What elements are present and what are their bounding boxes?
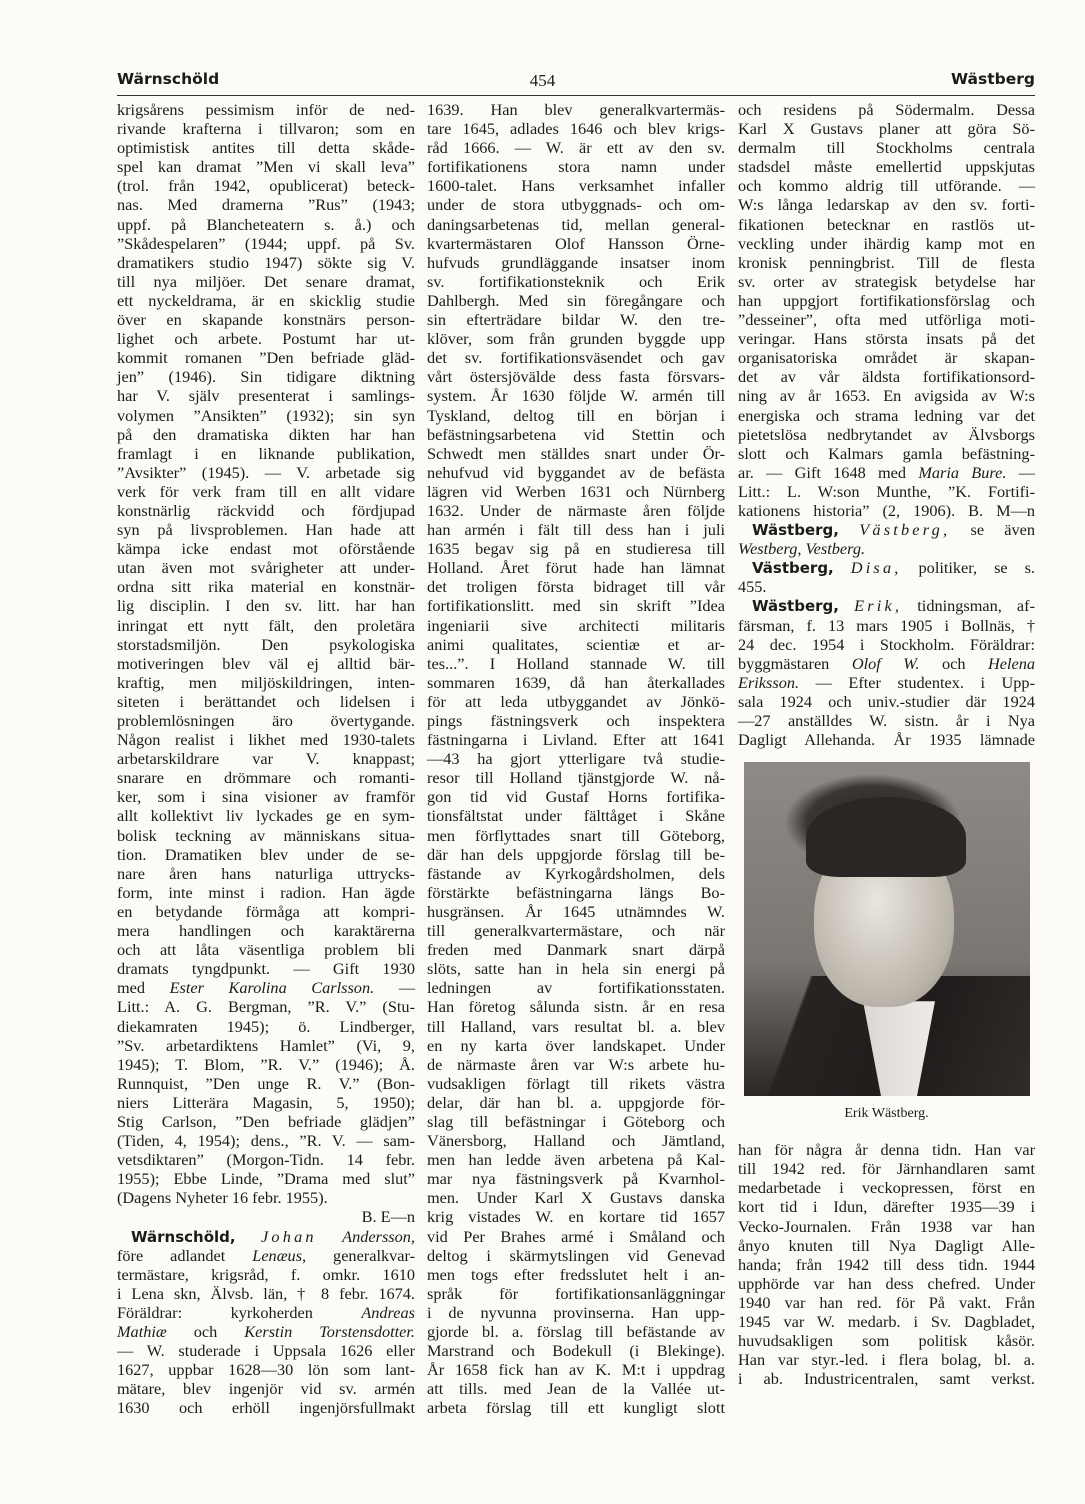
- text-line: men han ledde även arbetena på Kal-: [427, 1150, 725, 1170]
- text-line: han uppgjort fortifikationsförslag och: [738, 290, 1035, 310]
- text-line: lägren vid Werben 1631 och Nürnberg: [427, 481, 725, 501]
- text-line: Dahlbergh. Med sin föregångare och: [427, 290, 725, 310]
- text-line: [117, 1322, 415, 1341]
- text-line: 455.: [738, 577, 767, 597]
- text-line: sv. fortifikationsteknik och Erik: [427, 271, 725, 291]
- italic-run: Westberg, Vestberg.: [738, 539, 866, 559]
- italic-run: Maria Bure.: [918, 462, 1007, 482]
- text-line: till generalkvartermästare, och när: [427, 921, 725, 941]
- text-line: syn på livsproblemen. Han hade att: [117, 520, 415, 540]
- text-line: upphörde var han dess chefred. Under: [738, 1273, 1035, 1293]
- text-line: [738, 654, 1035, 673]
- spaced-name: Erik,: [854, 596, 903, 616]
- text-line: inringat ett nytt fält, den proletära: [117, 615, 415, 635]
- text-line: och kommo aldrig till utförande. —: [738, 176, 1035, 196]
- text-line: ker, som i sina visioner av framför: [117, 787, 415, 807]
- text-line: 1945); T. Blom, ”R. V.” (1946); Å.: [117, 1054, 415, 1074]
- text-line: [738, 463, 1035, 482]
- text-run: Föräldrar: kyrkoherden: [117, 1302, 362, 1322]
- text-line: ”Skådespelaren” (1944; uppf. på Sv.: [117, 233, 415, 253]
- text-line: där han dels uppgjorde förslag till be-: [427, 844, 725, 864]
- text-run: politiker, se s.: [901, 558, 1035, 578]
- text-line: på den dramatiska dikten har han: [117, 424, 415, 444]
- text-line: siteten i berättandet och lidelsen i: [117, 691, 415, 711]
- text-run: —: [1006, 462, 1035, 482]
- text-line: till Halland, vars resultat bl. a. blev: [427, 1016, 725, 1036]
- text-line: 24 dec. 1954 i Stockholm. Föräldrar:: [738, 634, 1035, 654]
- text-line: i de nyvunna provinserna. Han upp-: [427, 1302, 725, 1322]
- text-run: se även: [950, 520, 1035, 540]
- text-line: Tyskland, deltog till en början i: [427, 405, 725, 425]
- text-line: en betydande förmåga att kompri-: [117, 901, 415, 921]
- entry-heading: Wärnschöld,: [131, 1227, 236, 1246]
- text-line: mar nya fästningsverk på Kvarnhol-: [427, 1169, 725, 1189]
- text-line: och att låta väsentliga problem bli: [117, 940, 415, 960]
- text-line: [117, 1246, 415, 1265]
- header-rule: [117, 95, 1035, 96]
- portrait-photo: [744, 762, 1030, 1096]
- text-line: system. År 1630 följde W. armén till: [427, 386, 725, 406]
- text-line: — W. studerade i Uppsala 1626 eller: [117, 1341, 415, 1361]
- text-line: animi qualitates, scientiæ et ar-: [427, 634, 725, 654]
- spaced-name: Disa,: [850, 558, 902, 578]
- text-line: men togs efter fredsslutet helt i an-: [427, 1264, 725, 1284]
- spaced-name: Johan: [260, 1226, 317, 1246]
- text-line: mera handlingen och karaktärerna: [117, 921, 415, 941]
- running-head-right: Wästberg: [951, 70, 1035, 88]
- text-line: tes...”. I Holland stannade W. till: [427, 653, 725, 673]
- text-line: till 1942 red. för Järnhandlaren samt: [738, 1159, 1035, 1179]
- text-line: fästningarna i Livland. Efter att 1641: [427, 730, 725, 750]
- text-line: [117, 978, 415, 997]
- text-line: framlagt i en liknande publikation,: [117, 443, 415, 463]
- text-line: språk för fortifikationsanläggningar: [427, 1283, 725, 1303]
- text-line: storstadsmiljön. Den psykologiska: [117, 634, 415, 654]
- text-line: i Lena skn, Älvsb. län, † 8 febr. 1674.: [117, 1283, 415, 1303]
- text-line: sin efterträdare bildar W. den tre-: [427, 310, 725, 330]
- text-line: ledningen av fortifikationsstaten.: [427, 978, 725, 998]
- italic-run: Helena: [987, 653, 1035, 673]
- text-line: kronisk penningbrist. Till de flesta: [738, 252, 1035, 272]
- text-line: allt kollektivt liv lyckades ge en sym-: [117, 806, 415, 826]
- text-line: gon tid vid Gustaf Horns fortifika-: [427, 787, 725, 807]
- text-run: tidningsman, af-: [902, 596, 1035, 616]
- text-line: spel kan dramat ”Men vi skall leva”: [117, 157, 415, 177]
- text-line: —43 ha gjort ytterligare två studie-: [427, 749, 725, 769]
- text-line: Dagligt Allehanda. År 1935 lämnade: [738, 730, 1035, 750]
- text-line: råd 1666. — W. är ett av den sv.: [427, 138, 725, 158]
- text-line: Stig Carlson, ”Den befriade glädjen”: [117, 1111, 415, 1131]
- text-line: 1630 och erhöll ingenjörsfullmakt: [117, 1398, 415, 1418]
- text-run: och: [919, 653, 988, 673]
- text-line: fortifikationslitt. med sin skrift ”Idea: [427, 596, 725, 616]
- italic-run: Ester Karolina Carlsson.: [169, 978, 375, 998]
- running-head-left: Wärnschöld: [117, 70, 220, 88]
- text-line: det sv. fortifikationsväsendet och gav: [427, 348, 725, 368]
- text-line: klöver, som från grunden byggde upp: [427, 329, 725, 349]
- italic-run: Lenæus,: [252, 1245, 307, 1265]
- text-line: husgränsen. År 1645 utnämndes W.: [427, 901, 725, 921]
- text-line: 1600-talet. Hans verksamhet infaller: [427, 176, 725, 196]
- text-line: Vänersborg, Halland och Jämtland,: [427, 1131, 725, 1151]
- text-line: över en skapande konstnärs person-: [117, 310, 415, 330]
- text-line: sv. orter av strategisk betydelse har: [738, 271, 1035, 291]
- text-line: mätare, blev ingenjör vid sv. armén: [117, 1379, 415, 1399]
- text-run: [236, 1227, 261, 1246]
- text-line: dermalm till Stockholms centrala: [738, 138, 1035, 158]
- text-line: stadsdel måste emellertid uppskjutas: [738, 157, 1035, 177]
- entry-heading: Västberg,: [752, 559, 834, 578]
- text-line: slöts, satte han in hela sin energi på: [427, 959, 725, 979]
- text-line: sala 1924 och univ.-studier där 1924: [738, 691, 1035, 711]
- text-line: kommit romanen ”Den befriade gläd-: [117, 348, 415, 368]
- column-3: [738, 100, 1035, 1388]
- text-line: det av vår äldsta fortifikationsord-: [738, 367, 1035, 387]
- text-line: krigsårens pessimism inför de ned-: [117, 100, 415, 119]
- text-line: men förflyttades snart till Göteborg,: [427, 825, 725, 845]
- text-line: daningsarbetenas tid, mellan general-: [427, 214, 725, 234]
- text-line: vetsdiktaren” (Morgon-Tidn. 14 febr.: [117, 1150, 415, 1170]
- text-line: krig vistades W. en kortare tid 1657: [427, 1207, 725, 1227]
- text-line: rivande krafterna i tillvaron; som en: [117, 119, 415, 139]
- text-line: 1955); Ebbe Linde, ”Drama med slut”: [117, 1169, 415, 1189]
- italic-run: Kerstin Torstensdotter.: [244, 1322, 415, 1341]
- text-line: arbeta förslag till ett kungligt slott: [427, 1398, 725, 1418]
- text-line: verk för verk fram till en allt vidare: [117, 481, 415, 501]
- italic-run: Eriksson.: [738, 672, 800, 692]
- text-line: nas. Med dramerna ”Rus” (1943;: [117, 195, 415, 215]
- text-line: kämpa icke endast mot oförstående: [117, 539, 415, 559]
- text-line: ”Avsikter” (1945). — V. arbetade sig: [117, 462, 415, 482]
- text-line: [738, 558, 1035, 577]
- column-3-bottom: [738, 1140, 1035, 1388]
- spaced-name: Västberg,: [859, 520, 951, 540]
- text-line: gjorde bl. a. förslag till befästande av: [427, 1322, 725, 1341]
- text-line: veckling under ihärdig kamp mot en: [738, 233, 1035, 253]
- text-line: Litt.: A. G. Bergman, ”R. V.” (Stu-: [117, 997, 415, 1017]
- text-line: [738, 596, 1035, 615]
- text-line: under de stora utbyggnads- och om-: [427, 195, 725, 215]
- text-line: kvartermästaren Olof Hansson Örne-: [427, 233, 725, 253]
- text-line: [738, 673, 1035, 692]
- text-line: färsman, f. 13 mars 1905 i Bollnäs, †: [738, 615, 1035, 635]
- text-run: [839, 596, 854, 615]
- text-line: Runnquist, ”Den unge R. V.” (Bon-: [117, 1073, 415, 1093]
- text-line: uppf. på Blancheteatern s. å.) och: [117, 214, 415, 234]
- text-line: huvudsakligen som politisk kåsör.: [738, 1331, 1035, 1351]
- text-line: pietetslösa nedbrytandet av Älvsborgs: [738, 424, 1035, 444]
- text-line: kort tid i Idun, därefter 1935—39 i: [738, 1197, 1035, 1217]
- text-line: tionsfältstat under fälttåget i Skåne: [427, 806, 725, 826]
- text-run: —: [374, 978, 415, 998]
- text-line: optimistisk antites till detta skåde-: [117, 138, 415, 158]
- text-line: W:s långa ledarskap av den sv. forti-: [738, 195, 1035, 215]
- text-line: snarare en drömmare och romanti-: [117, 768, 415, 788]
- text-line: arbetarskildrare var V. knappast;: [117, 749, 415, 769]
- text-line: men. Under Karl X Gustavs danska: [427, 1188, 725, 1208]
- text-line: problemlösningen äro övertygande.: [117, 711, 415, 730]
- text-line: Karl X Gustavs planer att göra Sö-: [738, 119, 1035, 139]
- text-line: förstärkte befästningarna längs Bo-: [427, 882, 725, 902]
- text-line: ett nyckeldrama, är en skicklig studie: [117, 290, 415, 310]
- text-line: pings fästningsverk och inspektera: [427, 711, 725, 730]
- text-line: År 1658 fick han av K. M:t i uppdrag: [427, 1360, 725, 1380]
- entry-heading: Wästberg,: [752, 521, 839, 540]
- text-line: diekamraten 1945); ö. Lindberger,: [117, 1016, 415, 1036]
- text-line: Han var styr.-led. i flera bolag, bl. a.: [738, 1350, 1035, 1370]
- text-line: tion. Dramatiken blev under de se-: [117, 844, 415, 864]
- text-line: —27 anställdes W. sistn. år i Nya: [738, 711, 1035, 730]
- text-line: niers Litterära Magasin, 5, 1950);: [117, 1092, 415, 1112]
- text-line: ingeniarii sive architecti militaris: [427, 615, 725, 635]
- text-line: fikationen betecknar en rastlös ut-: [738, 214, 1035, 234]
- text-line: 1635 begav sig på en studieresa till: [427, 539, 725, 559]
- text-run: [839, 520, 859, 539]
- text-line: resor till Holland tjänstgjorde W. nå-: [427, 768, 725, 788]
- text-run: byggmästaren: [738, 653, 852, 673]
- text-line: dramatikers studio 1947) sökte sig V.: [117, 252, 415, 272]
- text-line: konstnärlig räckvidd och fördjupad: [117, 500, 415, 520]
- column-2: [427, 100, 725, 1417]
- italic-run: Andersson,: [342, 1226, 415, 1246]
- text-line: deltog i skärmytslingen vid Genevad: [427, 1245, 725, 1265]
- text-line: tare 1645, adlades 1646 och blev krigs-: [427, 119, 725, 139]
- text-line: 1627, uppbar 1628—30 lön som lant-: [117, 1360, 415, 1380]
- text-line: till nya miljöer. Det senare dramat,: [117, 271, 415, 291]
- text-line: energiska och strama ledning var det: [738, 405, 1035, 425]
- text-line: veringar. Hans största insats på det: [738, 329, 1035, 349]
- text-line: delar, där han bl. a. uppgjorde för-: [427, 1092, 725, 1112]
- text-line: (trol. från 1942, opublicerat) beteck-: [117, 176, 415, 196]
- text-line: för att leda utbyggandet av Jönkö-: [427, 691, 725, 711]
- text-line: Han företog sålunda sistn. år en resa: [427, 997, 725, 1017]
- text-line: dramats tyngdpunkt. — Gift 1930: [117, 959, 415, 979]
- text-run: ar. — Gift 1648 med: [738, 462, 919, 482]
- text-run: generalkvar-: [306, 1245, 415, 1265]
- text-line: han för några år denna tidn. Han var: [738, 1140, 1035, 1160]
- text-line: ning av år 1653. En avigsida av W:s: [738, 386, 1035, 406]
- text-line: Holland. Året förut hade han lämnat: [427, 558, 725, 578]
- text-line: [117, 1303, 415, 1322]
- text-line: termästare, krigsråd, f. omkr. 1610: [117, 1264, 415, 1284]
- text-line: motiveringen blev väl ej alltid bär-: [117, 653, 415, 673]
- text-line: han armén i fält till dess han i juli: [427, 520, 725, 540]
- text-line: ”Sv. arbetardiktens Hamlet” (Vi, 9,: [117, 1035, 415, 1055]
- text-line: vid Per Brahes armé i Småland och: [427, 1226, 725, 1246]
- text-line: har V. själv presenterat i samlings-: [117, 386, 415, 406]
- text-line: medarbetade i veckopressen, först en: [738, 1178, 1035, 1198]
- text-line: Schwedt men ställdes snart under Ör-: [427, 443, 725, 463]
- text-line: ordna sitt rika material en konstnär-: [117, 577, 415, 597]
- text-line: 1639. Han blev generalkvartermäs-: [427, 100, 725, 119]
- entry-heading: Wästberg,: [752, 597, 839, 616]
- italic-run: Andreas: [361, 1302, 415, 1322]
- text-run: och: [166, 1322, 245, 1341]
- text-line: det troligen första bidraget till vår: [427, 577, 725, 597]
- text-run: före adlandet: [117, 1245, 253, 1265]
- italic-run: Mathiæ: [117, 1322, 167, 1341]
- text-line: Marstrand och Bodekull (i Blekinge).: [427, 1341, 725, 1361]
- text-line: 1945 var W. medarb. i Sv. Dagbladet,: [738, 1312, 1035, 1332]
- text-line: [117, 1227, 415, 1246]
- text-line: Någon realist i likhet med 1930-talets: [117, 730, 415, 750]
- text-line: de närmaste åren var W:s arbete hu-: [427, 1054, 725, 1074]
- text-line: hufvuds grundläggande insatser inom: [427, 252, 725, 272]
- text-line: kraftig, men miljöskildringen, inten-: [117, 672, 415, 692]
- text-line: vudsakligen förlagt till rikets västra: [427, 1073, 725, 1093]
- text-line: sommaren 1639, då han återkallades: [427, 672, 725, 692]
- text-line: slag till befästningar i Göteborg och: [427, 1111, 725, 1131]
- text-line: bolisk teckning av människans situa-: [117, 825, 415, 845]
- text-line: slott och Kalmars gamla befästning-: [738, 443, 1035, 463]
- italic-run: Olof W.: [851, 653, 920, 673]
- text-line: volymen ”Ansikten” (1932); sin syn: [117, 405, 415, 425]
- text-run: — Efter studentex. i Upp-: [799, 672, 1035, 692]
- column-1: [117, 100, 415, 1417]
- text-line: nare åren hans naturliga uttrycks-: [117, 863, 415, 883]
- text-line: utan även mot svårigheter att under-: [117, 558, 415, 578]
- text-line: freden med Danmark snart därpå: [427, 940, 725, 960]
- text-line: Litt.: L. W:son Munthe, ”K. Fortifi-: [738, 481, 1035, 501]
- text-run: [317, 1227, 342, 1246]
- text-line: 1940 var han red. för På vakt. Från: [738, 1292, 1035, 1312]
- text-line: fortifikationens stora namn under: [427, 157, 725, 177]
- text-line: organisatoriska området är skapan-: [738, 348, 1035, 368]
- photo-hair: [806, 797, 966, 877]
- text-line: 1632. Under de närmaste åren följde: [427, 500, 725, 520]
- text-line: fästande av Kyrkogårdsholmen, dels: [427, 863, 725, 883]
- text-line: kationens historia” (2, 1906). B. M—n: [738, 500, 1035, 520]
- text-line: befästningsarbetena vid Stettin och: [427, 424, 725, 444]
- page-number: 454: [529, 71, 556, 90]
- text-line: Vecko-Journalen. Från 1938 var han: [738, 1216, 1035, 1236]
- text-line: lighet och arbete. Postumt har ut-: [117, 329, 415, 349]
- text-line: och residens på Södermalm. Dessa: [738, 100, 1035, 119]
- text-line: lig disciplin. I den sv. litt. har han: [117, 596, 415, 616]
- photo-caption: Erik Wästberg.: [844, 1106, 929, 1122]
- text-line: (Tiden, 4, 1954); dens., ”R. V. — sam-: [117, 1131, 415, 1151]
- text-line: (Dagens Nyheter 16 febr. 1955).: [117, 1188, 328, 1208]
- text-run: [834, 558, 851, 577]
- text-line: nehufvud vid byggandet av de befästa: [427, 462, 725, 482]
- text-run: med: [117, 978, 170, 998]
- text-line: [738, 520, 1035, 539]
- text-line: ånyo knuten till Nya Dagligt Alle-: [738, 1235, 1035, 1255]
- text-line: att tills. med Jean de la Vallée ut-: [427, 1379, 725, 1399]
- text-line: jen” (1946). Sin tidigare diktning: [117, 367, 415, 387]
- column-3-top: [738, 100, 1035, 749]
- text-line: B. E—n: [361, 1207, 415, 1227]
- text-line: en ny karta över landskapet. Under: [427, 1035, 725, 1055]
- text-line: i ab. Industricentralen, samt verkst.: [738, 1369, 1035, 1389]
- text-line: form, inte minst i radion. Han ägde: [117, 882, 415, 902]
- text-line: vårt östersjövälde dess fasta försvars-: [427, 367, 725, 387]
- text-line: ”desseiner”, ofta med utförliga moti-: [738, 310, 1035, 330]
- text-line: handa; från 1942 till dess tidn. 1944: [738, 1254, 1035, 1274]
- text-line: [738, 539, 1035, 558]
